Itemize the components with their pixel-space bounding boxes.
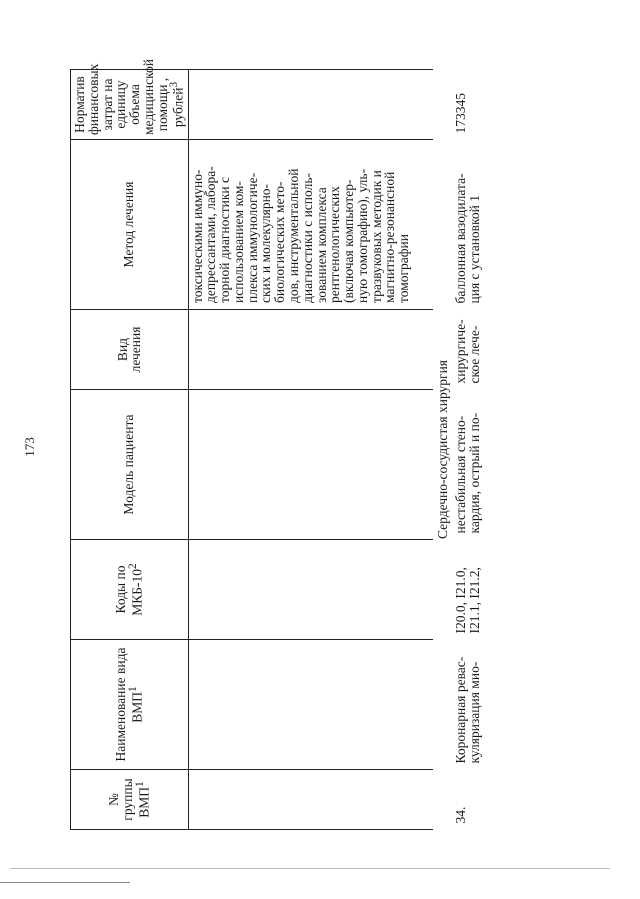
- method-line: плекса иммунологиче-: [244, 172, 260, 303]
- scan-artifact-line: [10, 868, 610, 869]
- method-line: томографии: [396, 234, 412, 303]
- section-row: [433, 70, 453, 830]
- method-line: рентгенологических: [327, 186, 343, 303]
- method-line: биологических мето-: [272, 181, 288, 303]
- patient-model-cell: нестабильная стено- кардия, острый и по-: [453, 412, 483, 534]
- method-line: дов, инструментальной: [285, 168, 301, 303]
- header-icd-codes: Коды по МКБ-$10^2$: [71, 540, 189, 640]
- table-row: [452, 70, 484, 830]
- table-header: [71, 59, 189, 830]
- method-line: (включая компьютер-: [341, 179, 357, 303]
- section-title: Сердечно-сосудистая хирургия: [434, 359, 450, 540]
- rotated-page-content: [70, 59, 640, 830]
- group-number: 34.: [453, 806, 469, 824]
- method-cell: баллонная вазодилата- ция с установкой 1: [453, 173, 483, 304]
- method-line: токсическими иммуно-: [189, 169, 205, 303]
- icd-codes-cell: I20.0, I21.0, I21.1, I21.2,: [453, 567, 483, 634]
- method-line: зованием комплекса: [313, 187, 329, 303]
- continuation-method-cell: [188, 140, 433, 310]
- header-group-number: № группы ВМП$^1$: [71, 770, 189, 830]
- cost-cell: 173345: [453, 93, 469, 134]
- page-number: 173: [22, 437, 37, 457]
- header-treatment-method: Метод лечения: [71, 140, 189, 310]
- method-line: ских и молекулярно-: [258, 183, 274, 303]
- header-patient-model: Модель пациента: [71, 390, 189, 540]
- header-cost-norm: Норматив финансовых затрат на единицу объема медицинской помощи , рублей$^3$: [71, 70, 189, 140]
- vmp-name-cell: Коронарная реваc- куляризация мио-: [453, 656, 483, 764]
- scan-artifact-line: [0, 882, 130, 883]
- continuation-row: [188, 70, 433, 830]
- method-line: диагностики с исполь-: [299, 173, 315, 303]
- method-line: использованием ком-: [230, 181, 246, 303]
- method-line: ную томографию), уль-: [354, 168, 370, 303]
- header-vmp-name: Наименование вида ВМП$^1$: [71, 640, 189, 770]
- method-line: тразвуковых методик и: [368, 170, 384, 303]
- treatment-type-cell: хирургиче- ское лече-: [453, 319, 483, 384]
- header-treatment-type: Вид лечения: [71, 310, 189, 390]
- method-line: торной диагностики с: [217, 177, 233, 303]
- vmp-table: [70, 59, 484, 830]
- method-line: депрессантами, лабора-: [203, 166, 219, 303]
- method-line: магнитно-резонансной: [382, 171, 398, 303]
